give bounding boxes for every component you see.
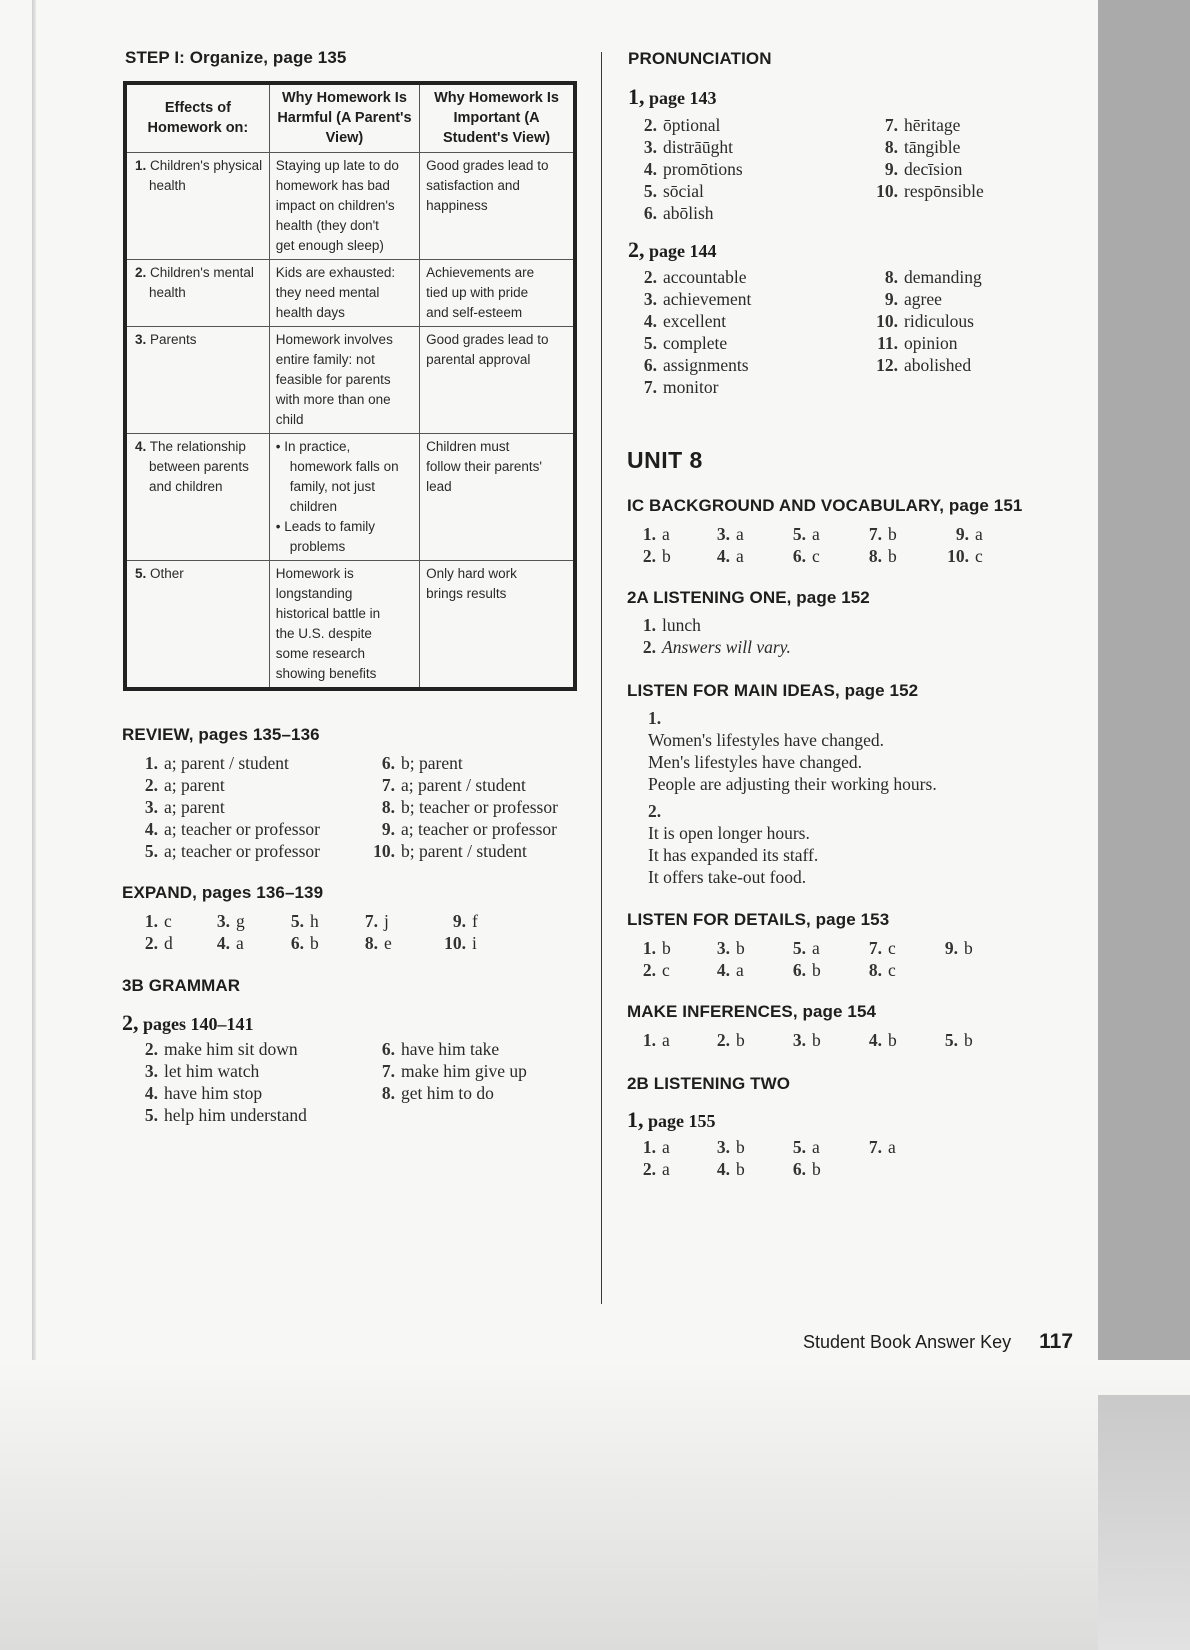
- table-row: [125, 260, 575, 327]
- expand-col: [201, 910, 245, 954]
- answer-item: 10. respōnsible: [876, 181, 984, 201]
- answer-item: 9. a: [955, 524, 983, 544]
- answer-item: 7. j: [364, 911, 389, 931]
- answer-line: It offers take-out food.: [648, 867, 807, 887]
- group-number: 1.: [648, 708, 662, 728]
- bg-col: [940, 523, 983, 567]
- answer-item: 1. c: [144, 911, 172, 931]
- organize-table: [123, 81, 577, 691]
- answer-item: 1. a: [642, 1137, 670, 1157]
- expand-col: [349, 910, 392, 954]
- answer-item: 2. d: [144, 933, 173, 953]
- answer-item: 9. b: [944, 938, 973, 958]
- answer-item: 7. b: [868, 524, 897, 544]
- row-label: 5. Other: [125, 561, 269, 690]
- answer-item: 4. a; teacher or professor: [144, 819, 320, 839]
- answer-item: 8. e: [364, 933, 392, 953]
- answer-item: 2. Answers will vary.: [642, 637, 791, 657]
- answer-item: 6. c: [792, 546, 820, 566]
- table-row: [125, 434, 575, 561]
- main-ideas-heading: LISTEN FOR MAIN IDEAS, page 152: [627, 681, 919, 700]
- grammar-left-list: [129, 1038, 307, 1126]
- answer-item: 3. let him watch: [144, 1061, 260, 1081]
- answer-item: 5. a: [792, 1137, 820, 1157]
- step1-heading: STEP I: Organize, page 135: [125, 48, 347, 67]
- answer-item: 3. distrāūght: [643, 137, 733, 157]
- answer-item: 7. monitor: [643, 377, 719, 397]
- bg-col: [853, 523, 897, 567]
- pronunciation-1-right: [869, 114, 984, 202]
- answer-item: 4. b: [716, 1159, 745, 1179]
- harmful-cell: Homework is longstanding historical battle in the U.S. despite some research showing benefits: [269, 561, 419, 690]
- bg-col: [627, 523, 671, 567]
- expand-heading: EXPAND, pages 136–139: [122, 883, 324, 902]
- answer-item: 1. a: [642, 524, 670, 544]
- answer-item: 3. a; parent: [144, 797, 225, 817]
- answer-item: 4. have him stop: [144, 1083, 263, 1103]
- answer-item: 2. make him sit down: [144, 1039, 298, 1059]
- grammar-right-list: [366, 1038, 527, 1104]
- row-label: 3. Parents: [125, 327, 269, 434]
- inference-item: 2. b: [716, 1030, 745, 1050]
- details-col: [701, 937, 745, 981]
- answer-item: 3. g: [216, 911, 245, 931]
- answer-item: 8. demanding: [884, 267, 982, 287]
- listening-two-heading: 2B LISTENING TWO: [627, 1074, 791, 1093]
- answer-item: 3. a: [716, 524, 744, 544]
- answer-item: 5. h: [290, 911, 319, 931]
- answer-line: Men's lifestyles have changed.: [648, 752, 863, 772]
- answer-item: 4. a: [716, 960, 744, 980]
- answer-item: 7. hēritage: [884, 115, 961, 135]
- answer-item: 4. excellent: [643, 311, 727, 331]
- important-cell: Only hard work brings results: [420, 561, 575, 690]
- answer-item: 2. ōptional: [643, 115, 721, 135]
- grammar-heading: 3B GRAMMAR: [122, 976, 241, 995]
- answer-item: 1. b: [642, 938, 671, 958]
- inference-item: 1. a: [642, 1030, 670, 1050]
- main-ideas-group-1: [648, 707, 937, 795]
- pronunciation-sub-1: 1, page 143: [628, 84, 717, 109]
- details-col: [777, 937, 821, 981]
- answer-item: 9. decīsion: [884, 159, 963, 179]
- answer-item: 6. b: [792, 960, 821, 980]
- bullet-item: • Leads to family problems: [275, 519, 376, 554]
- answer-item: 2. a: [642, 1159, 670, 1179]
- review-heading: REVIEW, pages 135–136: [122, 725, 320, 744]
- important-cell: Achievements are tied up with pride and self-esteem: [420, 260, 575, 327]
- scan-bottom-shadow: [1098, 1395, 1190, 1650]
- answer-item: 7. c: [868, 938, 896, 958]
- important-cell: Good grades lead to satisfaction and happiness: [420, 153, 575, 260]
- answer-item: 5. a: [792, 524, 820, 544]
- bullet-item: • In practice, homework falls on family, not just children: [275, 439, 399, 514]
- answer-item: 7. make him give up: [381, 1061, 527, 1081]
- answer-item: 5. sōcial: [643, 181, 704, 201]
- pronunciation-2-right: [869, 266, 982, 376]
- scan-shadow: [1098, 0, 1190, 1395]
- pronunciation-2-left: [628, 266, 751, 398]
- listening-one-heading: 2A LISTENING ONE, page 152: [627, 588, 870, 607]
- pronunciation-1-left: [628, 114, 743, 224]
- answer-item: 1. a; parent / student: [144, 753, 289, 773]
- l2-col: [701, 1136, 745, 1180]
- answer-item: 8. c: [868, 960, 896, 980]
- answer-item: 10. c: [947, 546, 983, 566]
- l2-col: [627, 1136, 670, 1180]
- answer-item: 2. c: [642, 960, 670, 980]
- answer-item: 10. ridiculous: [876, 311, 974, 331]
- bg-col: [701, 523, 744, 567]
- grammar-subheading: 2, pages 140–141: [122, 1010, 254, 1035]
- answer-item: 5. help him understand: [144, 1105, 307, 1125]
- harmful-cell: Staying up late to do homework has bad impact on children's health (they don't get enough sleep): [269, 153, 419, 260]
- answer-item: 3. b: [716, 938, 745, 958]
- answer-item: 5. a; teacher or professor: [144, 841, 320, 861]
- details-col: [929, 937, 973, 959]
- table-header: Why Homework Is Harmful (A Parent's View): [269, 83, 419, 153]
- inferences-heading: MAKE INFERENCES, page 154: [627, 1002, 877, 1021]
- footer-label: Student Book Answer Key: [803, 1332, 1012, 1352]
- table-header-row: [125, 83, 575, 153]
- answer-item: 5. complete: [643, 333, 728, 353]
- inference-item: 5. b: [944, 1030, 973, 1050]
- important-cell: Children must follow their parents' lead: [420, 434, 575, 561]
- answer-item: 10. b; parent / student: [373, 841, 527, 861]
- answer-item: 8. b; teacher or professor: [381, 797, 558, 817]
- answer-line: Women's lifestyles have changed.: [648, 730, 884, 750]
- harmful-cell: Kids are exhausted: they need mental health days: [269, 260, 419, 327]
- answer-item: 7. a: [868, 1137, 896, 1157]
- answer-item: 6. b; parent: [381, 753, 463, 773]
- l2-col: [777, 1136, 821, 1180]
- answer-item: 4. a: [216, 933, 244, 953]
- expand-col: [129, 910, 173, 954]
- page-footer: [803, 1330, 1073, 1354]
- pronunciation-sub-2: 2, page 144: [628, 237, 717, 262]
- answer-item: 9. agree: [884, 289, 942, 309]
- details-heading: LISTEN FOR DETAILS, page 153: [627, 910, 890, 929]
- answer-item: 4. a: [716, 546, 744, 566]
- answer-item: 10. i: [444, 933, 477, 953]
- listening-two-subheading: 1, page 155: [627, 1107, 716, 1132]
- expand-col: [437, 910, 478, 954]
- review-right-list: [366, 752, 558, 862]
- answer-item: 6. b: [290, 933, 319, 953]
- row-label: 1. Children's physical health: [125, 153, 269, 260]
- inference-item: 3. b: [792, 1030, 821, 1050]
- group-number: 2.: [648, 801, 662, 821]
- answer-item: 9. f: [452, 911, 478, 931]
- harmful-cell: Homework involves entire family: not feasible for parents with more than one child: [269, 327, 419, 434]
- answer-item: 2. b: [642, 546, 671, 566]
- answer-item: 4. promōtions: [643, 159, 743, 179]
- l2-col: [853, 1136, 896, 1158]
- row-label: 4. The relationship between parents and children: [125, 434, 269, 561]
- table-header: Why Homework Is Important (A Student's View): [420, 83, 575, 153]
- listening-one-list: [627, 614, 791, 658]
- page-number: 117: [1039, 1330, 1074, 1353]
- row-label: 2. Children's mental health: [125, 260, 269, 327]
- table-row: [125, 327, 575, 434]
- answer-line: It is open longer hours.: [648, 823, 810, 843]
- inference-item: 4. b: [868, 1030, 897, 1050]
- details-col: [853, 937, 896, 981]
- column-divider: [601, 52, 602, 1304]
- answer-item: 2. a; parent: [144, 775, 225, 795]
- background-vocab-heading: IC BACKGROUND AND VOCABULARY, page 151: [627, 496, 1023, 515]
- answer-item: 6. have him take: [381, 1039, 500, 1059]
- answer-item: 7. a; parent / student: [381, 775, 526, 795]
- answer-item: 8. b: [868, 546, 897, 566]
- bg-col: [777, 523, 820, 567]
- answer-item: 5. a: [792, 938, 820, 958]
- answer-item: 8. tāngible: [884, 137, 961, 157]
- answer-item: 9. a; teacher or professor: [381, 819, 557, 839]
- answer-item: 12. abolished: [876, 355, 972, 375]
- table-header: Effects of Homework on:: [125, 83, 269, 153]
- table-row: [125, 153, 575, 260]
- pronunciation-heading: PRONUNCIATION: [628, 49, 772, 68]
- unit-heading: UNIT 8: [627, 447, 703, 473]
- expand-col: [275, 910, 319, 954]
- harmful-cell: [269, 434, 419, 561]
- table-row: [125, 561, 575, 690]
- answer-item: 2. accountable: [643, 267, 747, 287]
- answer-item: 3. b: [716, 1137, 745, 1157]
- answer-item: 11. opinion: [877, 333, 958, 353]
- answer-item: 6. b: [792, 1159, 821, 1179]
- binding-edge: [32, 0, 36, 1400]
- scan-bottom-margin: [0, 1360, 1190, 1650]
- main-ideas-group-2: [648, 800, 818, 888]
- answer-item: 6. assignments: [643, 355, 749, 375]
- review-left-list: [129, 752, 320, 862]
- answer-item: 6. abōlish: [643, 203, 714, 223]
- answer-line: It has expanded its staff.: [648, 845, 819, 865]
- answer-item: 1. lunch: [642, 615, 701, 635]
- answer-line: People are adjusting their working hours.: [648, 774, 937, 794]
- details-col: [627, 937, 671, 981]
- important-cell: Good grades lead to parental approval: [420, 327, 575, 434]
- answer-item: 3. achievement: [643, 289, 752, 309]
- answer-item: 8. get him to do: [381, 1083, 494, 1103]
